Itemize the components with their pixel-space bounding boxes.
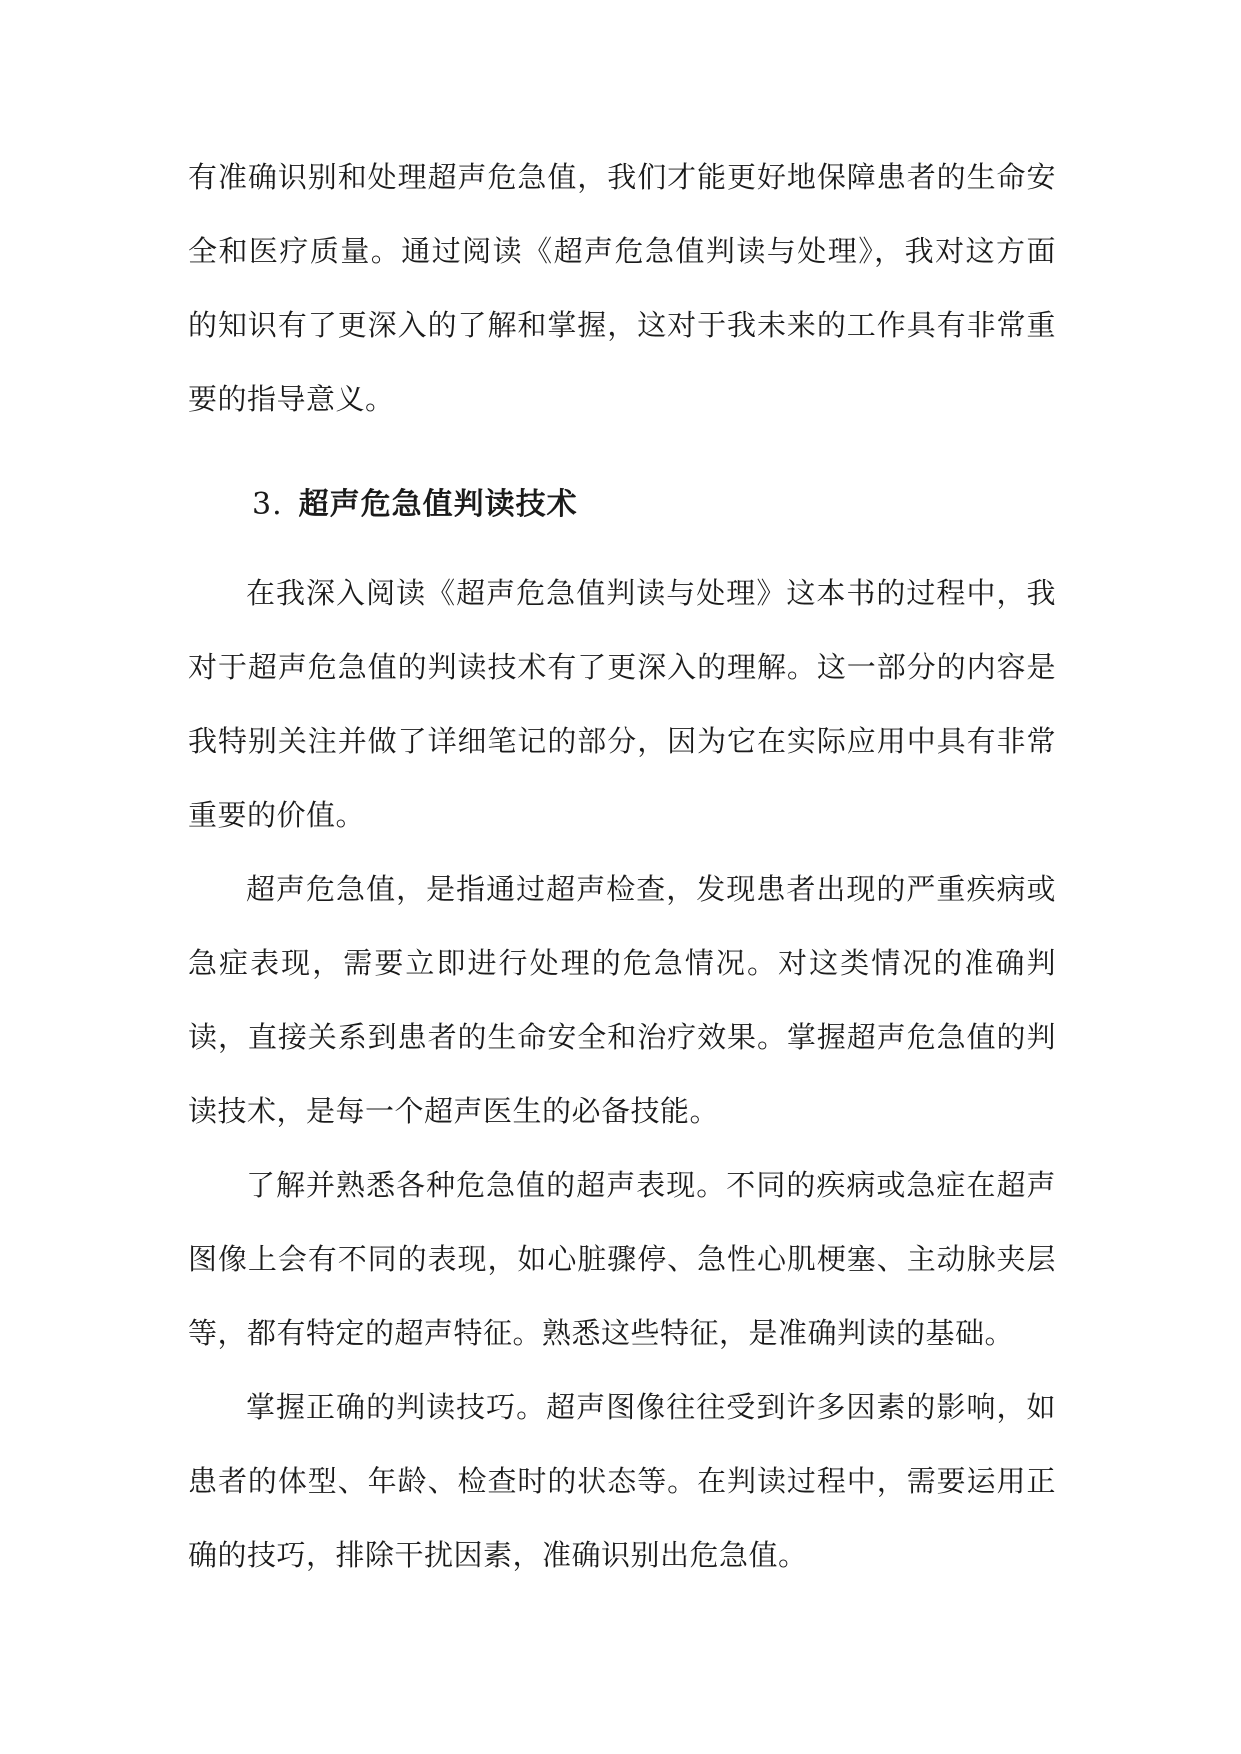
section-heading [188, 468, 1056, 542]
paragraph-4: 掌握正确的判读技巧。超声图像往往受到许多因素的影响，如患者的体型、年龄、检查时的状态等。在判读过程中，需要运用正确的技巧，排除干扰因素，准确识别出危急值。 [188, 1390, 1056, 1572]
intro-paragraph: 有准确识别和处理超声危急值，我们才能更好地保障患者的生命安全和医疗质量。通过阅读《超声危急值判读与处理》，我对这方面的知识有了更深入的了解和掌握，这对于我未来的工作具有非常重要的指导意义。 [188, 160, 1056, 416]
section-number: 3. [252, 487, 283, 522]
paragraph-2: 超声危急值，是指通过超声检查，发现患者出现的严重疾病或急症表现，需要立即进行处理的危急情况。对这类情况的准确判读，直接关系到患者的生命安全和治疗效果。掌握超声危急值的判读技术，是每一个超声医生的必备技能。 [188, 872, 1056, 1128]
paragraph-1: 在我深入阅读《超声危急值判读与处理》这本书的过程中，我对于超声危急值的判读技术有了更深入的理解。这一部分的内容是我特别关注并做了详细笔记的部分，因为它在实际应用中具有非常重要的价值。 [188, 576, 1056, 832]
paragraph-3: 了解并熟悉各种危急值的超声表现。不同的疾病或急症在超声图像上会有不同的表现，如心脏骤停、急性心肌梗塞、主动脉夹层等，都有特定的超声特征。熟悉这些特征，是准确判读的基础。 [188, 1168, 1056, 1350]
document-body [188, 140, 1056, 1592]
section-title: 超声危急值判读技术 [298, 487, 578, 522]
